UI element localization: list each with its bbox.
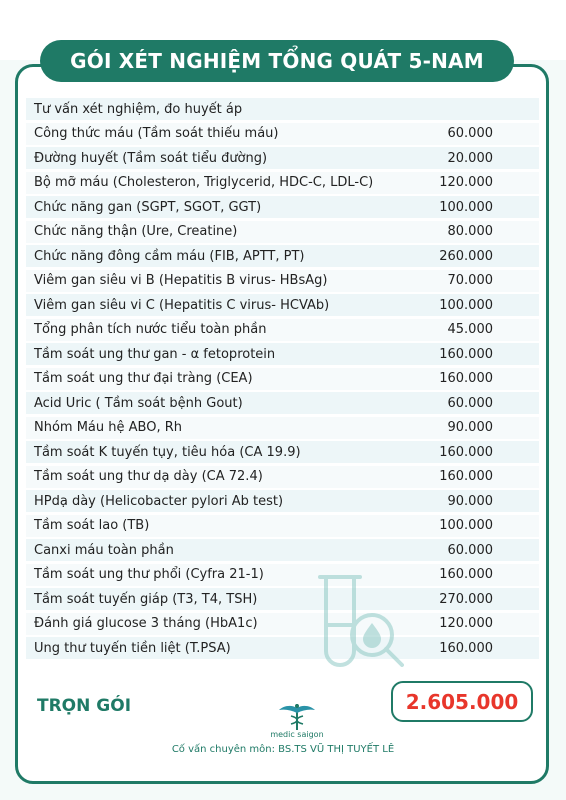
test-item-name: Tổng phân tích nước tiểu toàn phần	[34, 322, 267, 337]
test-item-row	[26, 196, 539, 218]
test-item-name: Bộ mỡ máu (Cholesteron, Triglycerid, HDC-C, LDL-C)	[34, 175, 374, 190]
test-item-row	[26, 613, 539, 635]
test-item-price: 90.000	[447, 493, 493, 509]
test-item-price: 60.000	[447, 542, 493, 558]
test-item-price: 160.000	[439, 444, 493, 460]
test-item-name: Acid Uric ( Tầm soát bệnh Gout)	[34, 395, 243, 411]
test-item-price: 270.000	[439, 591, 493, 607]
test-item-row	[26, 441, 539, 463]
test-tube-magnifier-illustration	[300, 565, 415, 680]
test-item-name: Tầm soát ung thư đại tràng (CEA)	[34, 371, 253, 386]
test-item-price: 100.000	[439, 297, 493, 313]
test-item-name: Tầm soát ung thư gan - α fetoprotein	[34, 346, 276, 362]
test-item-name: Chức năng thận (Ure, Creatine)	[34, 224, 238, 239]
test-item-price: 120.000	[439, 616, 493, 631]
logo-text: medic saigon	[270, 730, 324, 739]
test-item-row	[26, 539, 539, 561]
test-item-list	[26, 98, 539, 662]
test-item-name: Đường huyết (Tầm soát tiểu đường)	[34, 150, 268, 166]
test-item-row	[26, 490, 539, 512]
test-item-name: Tầm soát lao (TB)	[34, 518, 150, 533]
test-item-row	[26, 98, 539, 120]
test-item-row	[26, 515, 539, 537]
test-item-price: 100.000	[439, 199, 493, 215]
test-item-name: Tư vấn xét nghiệm, đo huyết áp	[34, 101, 243, 117]
test-item-price: 160.000	[439, 346, 493, 362]
test-item-row	[26, 221, 539, 243]
test-item-row	[26, 466, 539, 488]
test-item-price: 160.000	[439, 371, 493, 386]
test-item-price: 100.000	[439, 518, 493, 533]
test-item-price: 60.000	[447, 395, 493, 411]
test-item-name: Nhóm Máu hệ ABO, Rh	[34, 420, 182, 435]
test-item-name: Ung thư tuyến tiền liệt (T.PSA)	[34, 640, 231, 656]
test-item-name: HPdạ dày (Helicobacter pylori Ab test)	[34, 493, 284, 509]
test-item-name: Chức năng đông cầm máu (FIB, APTT, PT)	[34, 248, 305, 264]
advisor-credit: Cố vấn chuyên môn: BS.TS VŨ THỊ TUYẾT LÊ	[171, 744, 395, 755]
test-item-price: 90.000	[447, 420, 493, 435]
test-item-name: Công thức máu (Tầm soát thiếu máu)	[34, 126, 279, 141]
caduceus-logo-icon	[277, 702, 317, 732]
test-item-price: 160.000	[439, 567, 493, 582]
test-item-name: Viêm gan siêu vi B (Hepatitis B virus- HBsAg)	[34, 273, 328, 288]
test-item-price: 20.000	[447, 150, 493, 166]
test-item-row	[26, 343, 539, 365]
test-item-price: 45.000	[447, 322, 493, 337]
package-label: TRỌN GÓI	[37, 696, 132, 716]
test-item-row	[26, 172, 539, 194]
test-item-row	[26, 270, 539, 292]
test-item-row	[26, 392, 539, 414]
test-item-name: Chức năng gan (SGPT, SGOT, GGT)	[34, 199, 262, 215]
test-item-price: 70.000	[447, 273, 493, 288]
test-item-row	[26, 637, 539, 659]
test-item-price: 60.000	[447, 126, 493, 141]
package-title: GÓI XÉT NGHIỆM TỔNG QUÁT 5-NAM	[40, 40, 514, 82]
test-item-name: Tầm soát tuyến giáp (T3, T4, TSH)	[34, 591, 258, 607]
test-item-row	[26, 294, 539, 316]
medic-saigon-logo	[262, 702, 332, 742]
total-price: 2.605.000	[391, 681, 533, 722]
test-item-name: Canxi máu toàn phần	[34, 542, 174, 558]
test-item-row	[26, 123, 539, 145]
test-item-row	[26, 147, 539, 169]
test-item-price: 160.000	[439, 469, 493, 484]
test-item-price: 80.000	[447, 224, 493, 239]
test-item-name: Viêm gan siêu vi C (Hepatitis C virus- HCVAb)	[34, 297, 330, 313]
test-item-row	[26, 564, 539, 586]
test-item-name: Đánh giá glucose 3 tháng (HbA1c)	[34, 616, 258, 631]
test-item-name: Tầm soát K tuyến tụy, tiêu hóa (CA 19.9)	[34, 444, 301, 460]
test-item-row	[26, 368, 539, 390]
test-item-price: 260.000	[439, 248, 493, 264]
test-item-row	[26, 245, 539, 267]
test-item-name: Tầm soát ung thư dạ dày (CA 72.4)	[34, 469, 263, 484]
test-item-price: 120.000	[439, 175, 493, 190]
test-item-name: Tầm soát ung thư phổi (Cyfra 21-1)	[34, 567, 264, 582]
test-item-row	[26, 417, 539, 439]
test-item-row	[26, 319, 539, 341]
test-item-price: 160.000	[439, 640, 493, 656]
test-item-row	[26, 588, 539, 610]
